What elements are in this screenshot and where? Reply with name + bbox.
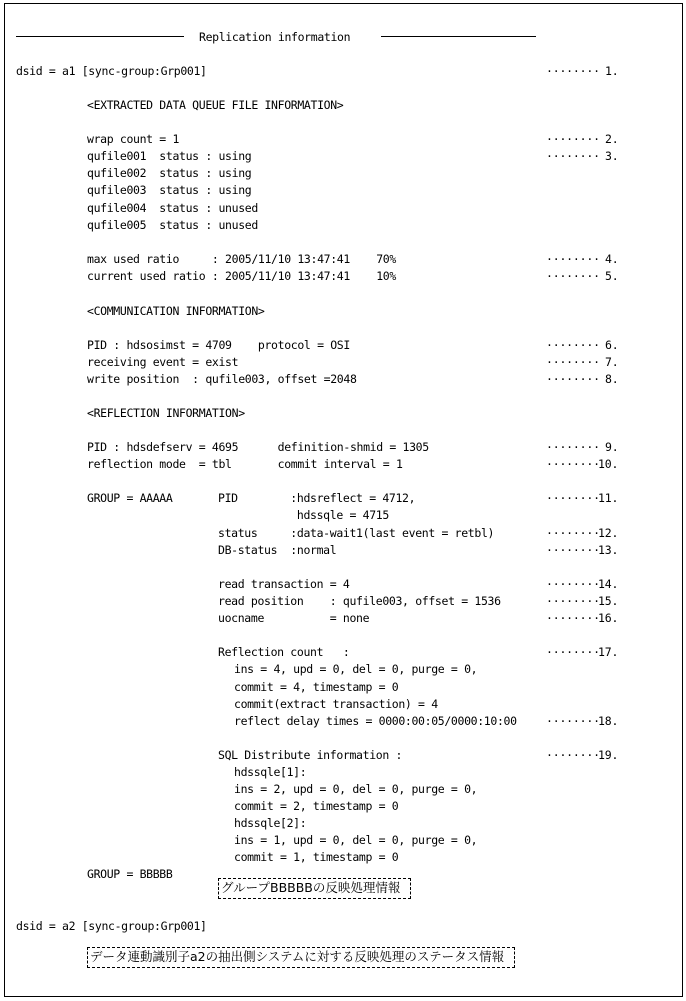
ref-2: 2.	[605, 132, 619, 146]
qufile-status: qufile002 status : using	[87, 166, 252, 180]
ref-17: 17.	[598, 645, 619, 659]
sql-distribute-line: commit = 2, timestamp = 0	[234, 799, 399, 813]
ref-leader: ········	[546, 132, 600, 146]
ref-leader: ········	[546, 611, 600, 625]
ref-14: 14.	[598, 577, 619, 591]
ref-3: 3.	[605, 149, 619, 163]
qufile-status: qufile004 status : unused	[87, 201, 258, 215]
ref-leader: ········	[546, 252, 600, 266]
reflection-count-label: Reflection count :	[218, 645, 350, 659]
read-position: read position : qufile003, offset = 1536	[218, 594, 501, 608]
group-a-label: GROUP = AAAAA	[87, 491, 173, 505]
reflection-heading: <REFLECTION INFORMATION>	[87, 406, 245, 420]
ref-leader: ········	[546, 491, 600, 505]
header-rule-left	[16, 36, 184, 37]
ref-15: 15.	[598, 594, 619, 608]
ref-leader: ········	[546, 269, 600, 283]
ref-leader: ········	[546, 577, 600, 591]
ref-8: 8.	[605, 372, 619, 386]
reflection-count-line: commit(extract transaction) = 4	[234, 697, 438, 711]
ref-leader: ········	[546, 526, 600, 540]
ref-leader: ········	[546, 714, 600, 728]
qufile-status: qufile005 status : unused	[87, 218, 258, 232]
ref-1: 1.	[605, 64, 619, 78]
ref-4: 4.	[605, 252, 619, 266]
ref-leader: ········	[546, 355, 600, 369]
sql-distribute-line: hdssqle[1]:	[234, 765, 307, 779]
ref-13: 13.	[598, 543, 619, 557]
ref-leader: ········	[546, 594, 600, 608]
sql-distribute-line: ins = 2, upd = 0, del = 0, purge = 0,	[234, 782, 478, 796]
qufile-status: qufile003 status : using	[87, 183, 252, 197]
sql-distribute-label: SQL Distribute information :	[218, 748, 403, 762]
group-a-pid-sqle: hdssqle = 4715	[218, 508, 389, 522]
header-rule-right	[381, 36, 536, 37]
ref-leader: ········	[546, 645, 600, 659]
read-transaction: read transaction = 4	[218, 577, 350, 591]
receiving-event: receiving event = exist	[87, 355, 239, 369]
dsid-a2-note: データ連動識別子a2の抽出側システムに対する反映処理のステータス情報	[87, 947, 515, 968]
communication-pid: PID : hdsosimst = 4709 protocol = OSI	[87, 338, 350, 352]
reflection-mode: reflection mode = tbl commit interval = 1	[87, 457, 403, 471]
ref-leader: ········	[546, 543, 600, 557]
reflect-delay-times: reflect delay times = 0000:00:05/0000:10:00	[234, 714, 517, 728]
reflection-pid: PID : hdsdefserv = 4695 definition-shmid = 1305	[87, 440, 429, 454]
current-used-ratio: current used ratio : 2005/11/10 13:47:41 10%	[87, 269, 396, 283]
qufile-status: qufile001 status : using	[87, 149, 252, 163]
ref-leader: ········	[546, 338, 600, 352]
write-position: write position : qufile003, offset =2048	[87, 372, 357, 386]
sql-distribute-line: hdssqle[2]:	[234, 816, 307, 830]
ref-leader: ········	[546, 372, 600, 386]
max-used-ratio: max used ratio : 2005/11/10 13:47:41 70%	[87, 252, 396, 266]
ref-leader: ········	[546, 149, 600, 163]
ref-leader: ········	[546, 457, 600, 471]
ref-10: 10.	[598, 457, 619, 471]
sql-distribute-line: ins = 1, upd = 0, del = 0, purge = 0,	[234, 833, 478, 847]
ref-18: 18.	[598, 714, 619, 728]
ref-leader: ········	[546, 440, 600, 454]
reflection-count-line: commit = 4, timestamp = 0	[234, 680, 399, 694]
ref-11: 11.	[598, 491, 619, 505]
wrap-count: wrap count = 1	[87, 132, 180, 146]
sql-distribute-line: commit = 1, timestamp = 0	[234, 850, 399, 864]
ref-7: 7.	[605, 355, 619, 369]
ref-leader: ········	[546, 64, 600, 78]
uocname: uocname = none	[218, 611, 370, 625]
queue-heading: <EXTRACTED DATA QUEUE FILE INFORMATION>	[87, 98, 344, 112]
communication-heading: <COMMUNICATION INFORMATION>	[87, 304, 265, 318]
ref-19: 19.	[598, 748, 619, 762]
header-title: Replication information	[199, 30, 351, 44]
ref-12: 12.	[598, 526, 619, 540]
ref-9: 9.	[605, 440, 619, 454]
ref-16: 16.	[598, 611, 619, 625]
group-b-note: グループBBBBBの反映処理情報	[218, 878, 411, 899]
dsid-a1-line: dsid = a1 [sync-group:Grp001]	[16, 64, 207, 78]
dsid-a2-line: dsid = a2 [sync-group:Grp001]	[16, 919, 207, 933]
ref-6: 6.	[605, 338, 619, 352]
reflection-count-line: ins = 4, upd = 0, del = 0, purge = 0,	[234, 662, 478, 676]
group-a-pid: PID :hdsreflect = 4712,	[218, 491, 416, 505]
group-a-db-status: DB-status :normal	[218, 543, 337, 557]
group-b-label: GROUP = BBBBB	[87, 867, 173, 881]
ref-leader: ········	[546, 748, 600, 762]
ref-5: 5.	[605, 269, 619, 283]
group-a-status: status :data-wait1(last event = retbl)	[218, 526, 495, 540]
